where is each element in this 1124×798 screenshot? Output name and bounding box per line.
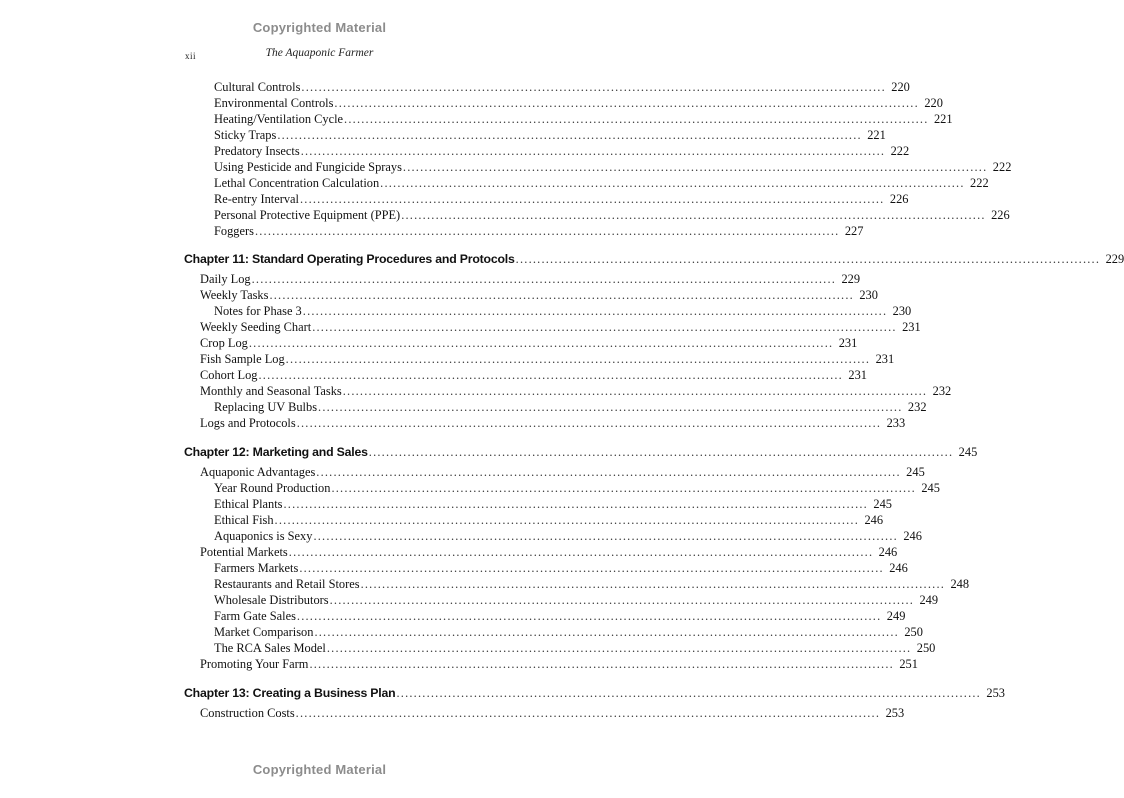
toc-entry-title: Predatory Insects	[214, 144, 300, 158]
toc-entry-title: Ethical Fish	[214, 513, 274, 527]
dot-leader: ........................................................................................................................................	[269, 288, 854, 302]
toc-entry	[214, 576, 970, 592]
toc-entry	[200, 383, 952, 399]
toc-entry	[214, 111, 953, 127]
dot-leader: ........................................................................................................................................	[299, 192, 885, 206]
toc-entry-page: 222	[890, 144, 910, 158]
toc-entry	[214, 560, 908, 576]
toc-entry-page: 229	[1105, 252, 1124, 266]
dot-leader: ........................................................................................................................................	[296, 609, 882, 623]
dot-leader: ........................................................................................................................................	[344, 112, 929, 126]
toc-entry-title: Fish Sample Log	[200, 352, 285, 366]
toc-entry	[214, 480, 940, 496]
toc-entry	[214, 528, 922, 544]
toc-entry-title: Using Pesticide and Fungicide Sprays	[214, 160, 402, 174]
toc-entry	[214, 143, 910, 159]
toc-entry	[200, 656, 918, 672]
toc-entry-page: 246	[889, 561, 908, 575]
toc-entry	[214, 624, 923, 640]
toc-entry-page: 249	[919, 593, 939, 607]
toc-entry-page: 227	[844, 224, 864, 238]
toc-entry-page: 246	[903, 529, 922, 543]
toc-entry-title: Promoting Your Farm	[200, 657, 309, 671]
dot-leader: ........................................................................................................................................	[331, 481, 916, 495]
toc-entry	[200, 335, 858, 351]
dot-leader: ........................................................................................................................................	[295, 706, 881, 720]
toc-entry	[200, 415, 906, 431]
toc-entry	[214, 127, 886, 143]
toc-entry-title: Aquaponic Advantages	[200, 465, 316, 479]
toc-entry-page: 245	[906, 465, 925, 479]
toc-entry-page: 220	[891, 80, 910, 94]
dot-leader: ........................................................................................................................................	[285, 352, 871, 366]
toc-entry	[200, 287, 878, 303]
toc-entry	[200, 464, 925, 480]
toc-entry-page: 251	[899, 657, 918, 671]
dot-leader: ........................................................................................................................................	[296, 416, 882, 430]
dot-leader: ........................................................................................................................................	[316, 465, 901, 479]
dot-leader: ........................................................................................................................................	[301, 80, 886, 94]
dot-leader: ........................................................................................................................................	[334, 96, 919, 110]
toc-entry-page: 231	[875, 352, 895, 366]
toc-chapter-heading	[184, 251, 1124, 267]
toc-entry-title: Lethal Concentration Calculation	[214, 176, 380, 190]
toc-entry-page: 245	[921, 481, 940, 495]
dot-leader: ........................................................................................................................................	[251, 272, 837, 286]
toc-entry	[214, 159, 1012, 175]
toc-entry-page: 221	[933, 112, 953, 126]
toc-entry	[214, 608, 906, 624]
dot-leader: ........................................................................................................................................	[299, 561, 884, 575]
dot-leader: ........................................................................................................................................	[396, 686, 981, 700]
toc-entry-title: Sticky Traps	[214, 128, 277, 142]
dot-leader: ........................................................................................................................................	[318, 400, 903, 414]
toc-entry	[200, 544, 898, 560]
dot-leader: ........................................................................................................................................	[258, 368, 843, 382]
toc-entry-page: 232	[907, 400, 927, 414]
toc-entry-page: 230	[859, 288, 878, 302]
toc-entry	[214, 592, 939, 608]
toc-chapter-heading	[184, 444, 978, 460]
dot-leader: ........................................................................................................................................	[309, 657, 894, 671]
copyright-notice-bottom: Copyrighted Material	[252, 762, 387, 777]
toc-entry-page: 250	[916, 641, 936, 655]
toc-entry-page: 230	[892, 304, 912, 318]
dot-leader: ........................................................................................................................................	[313, 529, 898, 543]
toc-entry	[214, 191, 909, 207]
toc-entry-page: 245	[958, 445, 978, 459]
toc-entry-title: Replacing UV Bulbs	[214, 400, 318, 414]
toc-entry-title: Weekly Tasks	[200, 288, 269, 302]
toc-entry-title: Notes for Phase 3	[214, 304, 302, 318]
toc-entry-title: Heating/Ventilation Cycle	[214, 112, 344, 126]
toc-entry-page: 231	[838, 336, 858, 350]
dot-leader: ........................................................................................................................................	[288, 545, 874, 559]
toc-entry-title: Aquaponics is Sexy	[214, 529, 313, 543]
toc-entry	[214, 95, 943, 111]
dot-leader: ........................................................................................................................................	[314, 625, 899, 639]
dot-leader: ........................................................................................................................................	[360, 577, 946, 591]
running-title: The Aquaponic Farmer	[265, 47, 374, 59]
toc-chapter-title: Chapter 13: Creating a Business Plan	[184, 686, 396, 700]
dot-leader: ........................................................................................................................................	[380, 176, 965, 190]
dot-leader: ........................................................................................................................................	[254, 224, 840, 238]
toc-entry	[200, 367, 867, 383]
toc-entry	[200, 705, 905, 721]
toc-entry-title: Monthly and Seasonal Tasks	[200, 384, 342, 398]
toc-entry	[214, 303, 912, 319]
toc-entry-page: 246	[864, 513, 884, 527]
toc-entry-page: 222	[970, 176, 989, 190]
toc-entry-title: The RCA Sales Model	[214, 641, 326, 655]
dot-leader: ........................................................................................................................................	[368, 445, 954, 459]
toc-entry-title: Environmental Controls	[214, 96, 334, 110]
toc-entry-page: 231	[902, 320, 921, 334]
toc-entry	[200, 351, 895, 367]
toc-entry-page: 231	[848, 368, 867, 382]
dot-leader: ........................................................................................................................................	[329, 593, 915, 607]
toc-entry-page: 248	[950, 577, 970, 591]
toc-entry-title: Market Comparison	[214, 625, 314, 639]
toc-entry-title: Construction Costs	[200, 706, 295, 720]
toc-entry-title: Restaurants and Retail Stores	[214, 577, 360, 591]
toc-entry-page: 222	[992, 160, 1012, 174]
page-number: xii	[185, 51, 197, 61]
dot-leader: ........................................................................................................................................	[300, 144, 886, 158]
toc-entry-page: 253	[986, 686, 1005, 700]
toc-entry	[214, 207, 1010, 223]
toc-entry	[214, 79, 910, 95]
toc-entry-page: 249	[886, 609, 906, 623]
toc-entry-title: Personal Protective Equipment (PPE)	[214, 208, 401, 222]
toc-chapter-title: Chapter 11: Standard Operating Procedures and Protocols	[184, 252, 515, 266]
toc-entry-page: 245	[873, 497, 892, 511]
toc-entry-page: 229	[841, 272, 861, 286]
toc-entry-title: Potential Markets	[200, 545, 288, 559]
toc-entry-page: 226	[889, 192, 909, 206]
dot-leader: ........................................................................................................................................	[401, 208, 986, 222]
toc-entry-page: 226	[991, 208, 1010, 222]
dot-leader: ........................................................................................................................................	[283, 497, 868, 511]
toc-entry	[200, 271, 861, 287]
toc-entry-title: Foggers	[214, 224, 254, 238]
dot-leader: ........................................................................................................................................	[326, 641, 912, 655]
toc-entry-title: Crop Log	[200, 336, 248, 350]
toc-entry-title: Logs and Protocols	[200, 416, 296, 430]
toc-entry-title: Year Round Production	[214, 481, 331, 495]
dot-leader: ........................................................................................................................................	[312, 320, 897, 334]
dot-leader: ........................................................................................................................................	[248, 336, 834, 350]
toc-entry	[214, 512, 884, 528]
dot-leader: ........................................................................................................................................	[402, 160, 988, 174]
dot-leader: ........................................................................................................................................	[515, 252, 1101, 266]
toc-entry-title: Wholesale Distributors	[214, 593, 329, 607]
toc-entry-page: 233	[886, 416, 906, 430]
dot-leader: ........................................................................................................................................	[277, 128, 862, 142]
toc-entry-page: 221	[867, 128, 886, 142]
toc-entry	[214, 399, 927, 415]
toc-entry-page: 220	[924, 96, 943, 110]
toc-entry	[200, 319, 921, 335]
toc-entry	[214, 496, 892, 512]
toc-entry	[214, 223, 864, 239]
dot-leader: ........................................................................................................................................	[274, 513, 860, 527]
toc-entry-title: Cultural Controls	[214, 80, 301, 94]
dot-leader: ........................................................................................................................................	[342, 384, 928, 398]
toc-entry	[214, 175, 989, 191]
toc-chapter-heading	[184, 685, 1005, 701]
toc-entry-title: Farm Gate Sales	[214, 609, 296, 623]
toc-entry-title: Weekly Seeding Chart	[200, 320, 312, 334]
toc-entry-title: Ethical Plants	[214, 497, 283, 511]
copyright-notice-top: Copyrighted Material	[252, 20, 387, 35]
toc-entry-page: 232	[932, 384, 952, 398]
toc-entry	[214, 640, 936, 656]
toc-entry-title: Re-entry Interval	[214, 192, 299, 206]
toc-chapter-title: Chapter 12: Marketing and Sales	[184, 445, 368, 459]
toc-entry-title: Cohort Log	[200, 368, 258, 382]
toc-entry-page: 253	[885, 706, 905, 720]
dot-leader: ........................................................................................................................................	[302, 304, 888, 318]
toc-entry-page: 250	[904, 625, 923, 639]
toc-entry-title: Farmers Markets	[214, 561, 299, 575]
toc-entry-title: Daily Log	[200, 272, 251, 286]
toc-entry-page: 246	[878, 545, 898, 559]
